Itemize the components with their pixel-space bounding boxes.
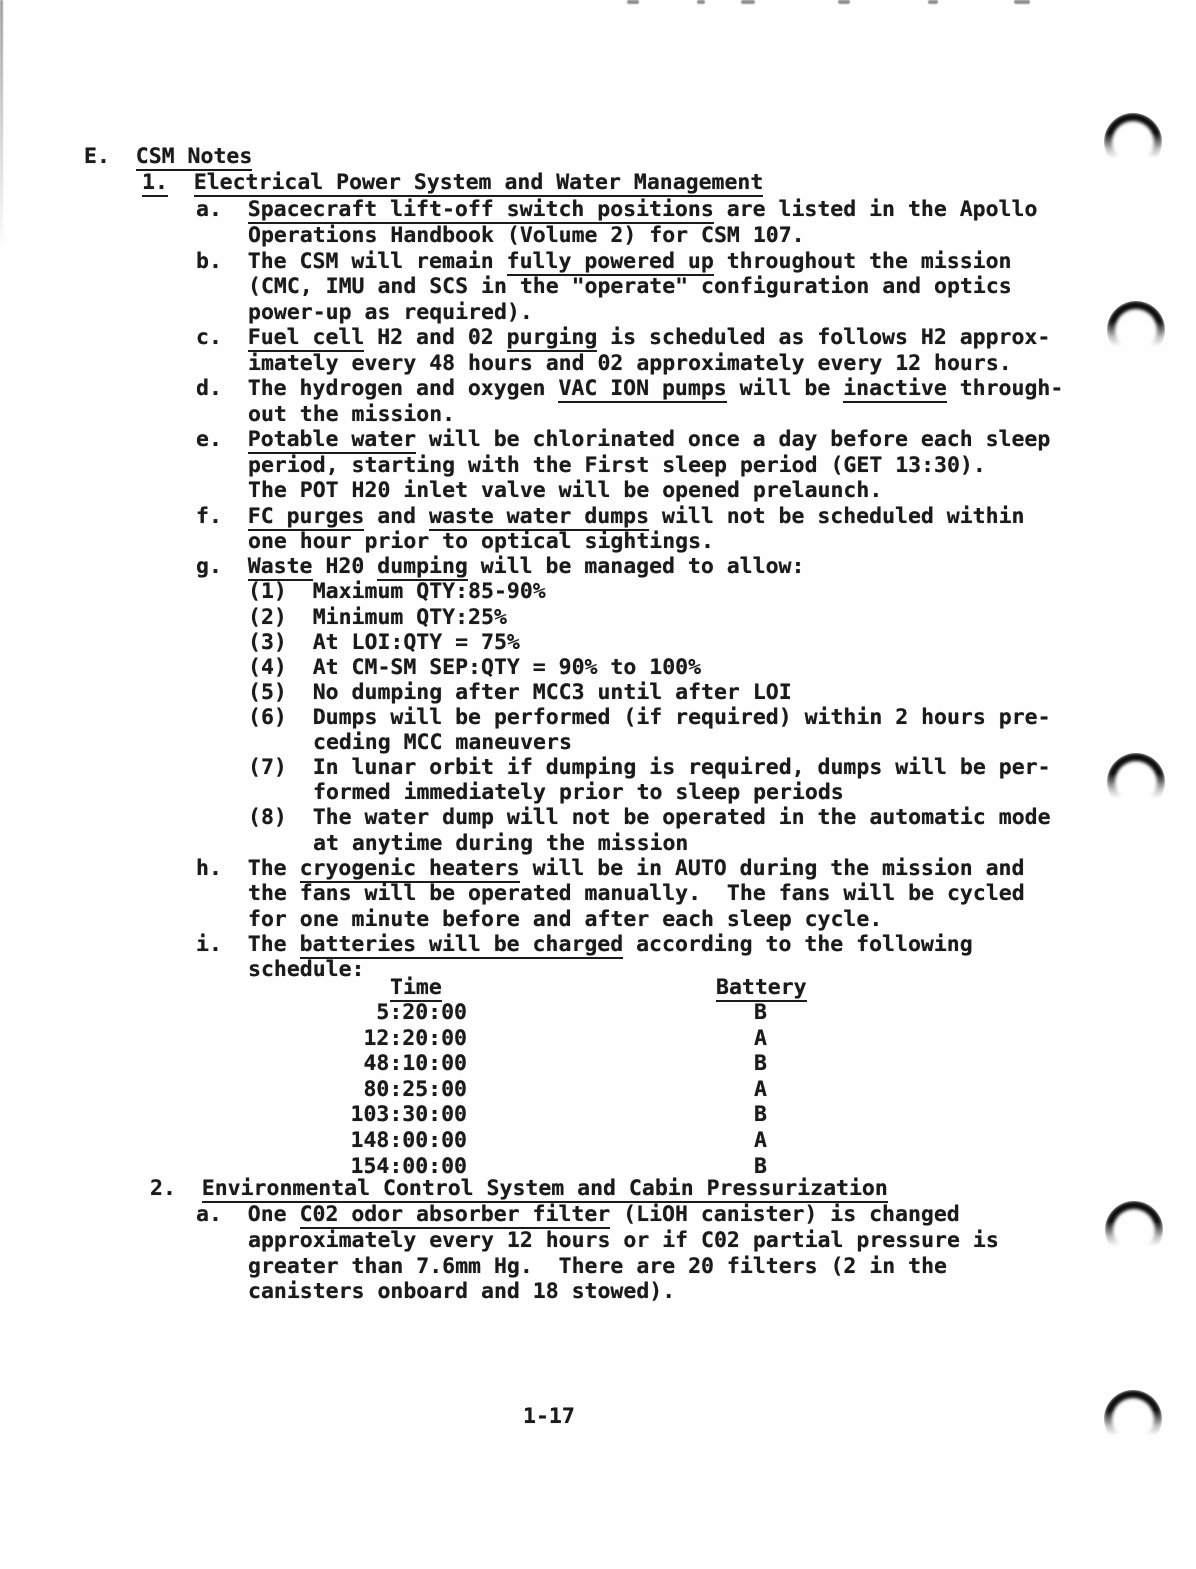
text: will be managed to allow:	[467, 554, 805, 579]
text: h. The	[196, 856, 300, 881]
battery-row-battery: B	[754, 1000, 767, 1025]
text: power-up as required).	[248, 300, 533, 325]
item-g-3	[248, 630, 520, 655]
text: E.	[84, 144, 136, 169]
binder-hole-shadow	[1104, 1390, 1162, 1448]
item-g-8	[248, 805, 1051, 830]
item-g-8-cont	[313, 831, 688, 856]
item-h-cont	[248, 881, 1025, 906]
text: according to the following	[623, 932, 973, 957]
subsection-1-heading	[142, 170, 763, 195]
item-i-cont	[248, 957, 365, 982]
text: schedule:	[248, 957, 365, 982]
battery-row-time: 12:20:00	[363, 1026, 467, 1051]
text: g.	[196, 554, 248, 579]
battery-row-time: 5:20:00	[376, 1000, 467, 1025]
text: 2.	[150, 1176, 202, 1201]
item-g-2	[248, 605, 507, 630]
text: imately every 48 hours and 02 approximately every 12 hours.	[248, 351, 1012, 376]
scan-artifact	[741, 0, 755, 4]
item-f-cont	[248, 529, 714, 554]
text: will be chlorinated once a day before each sleep	[416, 427, 1051, 452]
battery-row-battery: A	[754, 1026, 767, 1051]
battery-row-battery: A	[754, 1128, 767, 1153]
text: (6) Dumps will be performed (if required) within 2 hours pre-	[248, 705, 1051, 730]
text: is scheduled as follows H2 approx-	[597, 325, 1051, 350]
text: (3) At LOI:QTY = 75%	[248, 630, 520, 655]
item-f	[196, 504, 1024, 529]
underlined-text: inactive	[843, 376, 947, 401]
text: and	[364, 504, 430, 529]
scan-edge-artifact	[0, 0, 3, 250]
battery-row-time: 154:00:00	[350, 1154, 467, 1179]
underlined-text: Potable water	[247, 427, 417, 452]
item-b-cont	[248, 274, 1012, 299]
item-d-cont	[248, 402, 455, 427]
underlined-text: purging	[506, 325, 598, 350]
scan-artifact	[627, 0, 639, 4]
text	[168, 170, 194, 195]
battery-row-time: 48:10:00	[363, 1051, 467, 1076]
text: are listed in the Apollo	[713, 197, 1038, 222]
underlined-text: fully powered up	[506, 249, 714, 274]
item-g-4	[248, 655, 701, 680]
scan-artifact	[928, 0, 938, 4]
battery-row-battery: B	[754, 1102, 767, 1127]
column-header-battery: Battery	[716, 975, 807, 1000]
text: (CMC, IMU and SCS in the "operate" configuration and optics	[248, 274, 1012, 299]
battery-row-time: 103:30:00	[350, 1102, 467, 1127]
text: will not be scheduled within	[649, 504, 1025, 529]
text: c.	[196, 325, 248, 350]
text: (4) At CM-SM SEP:QTY = 90% to 100%	[248, 655, 702, 680]
item-g	[196, 554, 804, 579]
battery-row-battery: B	[754, 1051, 767, 1076]
item-e	[196, 427, 1050, 452]
item-i	[196, 932, 973, 957]
battery-row-time: 148:00:00	[350, 1128, 467, 1153]
page-number: 1-17	[523, 1404, 575, 1429]
text: The POT H20 inlet valve will be opened prelaunch.	[248, 478, 883, 503]
item-e-cont	[248, 478, 882, 503]
text: b. The CSM will remain	[196, 249, 507, 274]
scan-artifact	[838, 0, 850, 4]
text: canisters onboard and 18 stowed).	[248, 1279, 676, 1304]
underlined-text: CSM Notes	[135, 144, 253, 169]
item-g-6-cont	[313, 730, 572, 755]
text: a.	[196, 197, 248, 222]
item-b	[196, 249, 1012, 274]
text: formed immediately prior to sleep periods	[313, 780, 844, 805]
item-b-cont	[248, 300, 533, 325]
text: approximately every 12 hours or if C02 partial pressure is	[248, 1228, 999, 1253]
subsection-2-heading	[150, 1176, 888, 1201]
text: d. The hydrogen and oxygen	[196, 376, 559, 401]
underlined-text: Environmental Control System and Cabin Pressurization	[201, 1176, 888, 1201]
item-h-cont	[248, 907, 882, 932]
underlined-text: batteries will be charged	[299, 932, 624, 957]
text: i. The	[196, 932, 300, 957]
text: (1) Maximum QTY:85-90%	[248, 579, 546, 604]
underlined-text: dumping	[377, 554, 468, 579]
item-g-7	[248, 755, 1051, 780]
item-d	[196, 376, 1063, 401]
text: (8) The water dump will not be operated in the automatic mode	[248, 805, 1051, 830]
text: H2 and 02	[364, 325, 507, 350]
item-h	[196, 856, 1024, 881]
underlined-text: FC purges	[247, 504, 365, 529]
battery-row-time: 80:25:00	[363, 1077, 467, 1102]
text: a. One	[196, 1202, 300, 1227]
text: for one minute before and after each sleep cycle.	[248, 907, 883, 932]
text: period, starting with the First sleep period (GET 13:30).	[248, 453, 986, 478]
underlined-text: Fuel cell	[247, 325, 365, 350]
binder-hole-shadow	[1104, 113, 1162, 171]
binder-hole-shadow	[1107, 753, 1165, 811]
underlined-text: 1.	[142, 170, 168, 195]
text: ceding MCC maneuvers	[313, 730, 572, 755]
underlined-text: waste water dumps	[429, 504, 650, 529]
battery-row-battery: B	[754, 1154, 767, 1179]
item-c-cont	[248, 351, 1012, 376]
underlined-text: Waste	[247, 554, 313, 579]
item-g-7-cont	[313, 780, 844, 805]
text: at anytime during the mission	[313, 831, 689, 856]
text: greater than 7.6mm Hg. There are 20 filters (2 in the	[248, 1254, 947, 1279]
underlined-text: Electrical Power System and Water Management	[193, 170, 764, 195]
item-2a-cont	[248, 1279, 675, 1304]
text: (7) In lunar orbit if dumping is required, dumps will be per-	[248, 755, 1051, 780]
binder-hole-shadow	[1105, 1201, 1163, 1259]
text: will be	[726, 376, 844, 401]
binder-hole-shadow	[1107, 301, 1165, 359]
underlined-text: C02 odor absorber filter	[299, 1202, 611, 1227]
item-2a	[196, 1202, 960, 1227]
scan-artifact	[697, 0, 705, 4]
item-e-cont	[248, 453, 986, 478]
text: (5) No dumping after MCC3 until after LOI	[248, 680, 792, 705]
text: out the mission.	[248, 402, 456, 427]
item-g-5	[248, 680, 792, 705]
underlined-text: VAC ION pumps	[558, 376, 727, 401]
text: one hour prior to optical sightings.	[248, 529, 714, 554]
text: H20	[312, 554, 378, 579]
item-2a-cont	[248, 1254, 947, 1279]
battery-row-battery: A	[754, 1077, 767, 1102]
underlined-text: Spacecraft lift-off switch positions	[247, 197, 714, 222]
underlined-text: cryogenic heaters	[299, 856, 520, 881]
item-a-cont	[248, 223, 805, 248]
text: Operations Handbook (Volume 2) for CSM 107.	[248, 223, 805, 248]
text: (2) Minimum QTY:25%	[248, 605, 507, 630]
section-e-heading	[84, 144, 252, 169]
text: will be in AUTO during the mission and	[519, 856, 1025, 881]
scan-artifact	[1014, 0, 1030, 4]
text: throughout the mission	[713, 249, 1012, 274]
text: (LiOH canister) is changed	[610, 1202, 960, 1227]
text: the fans will be operated manually. The fans will be cycled	[248, 881, 1025, 906]
item-g-1	[248, 579, 546, 604]
item-g-6	[248, 705, 1051, 730]
item-c	[196, 325, 1050, 350]
text: e.	[196, 427, 248, 452]
text: f.	[196, 504, 248, 529]
text: through-	[946, 376, 1064, 401]
column-header-time: Time	[390, 975, 442, 1000]
item-a	[196, 197, 1037, 222]
item-2a-cont	[248, 1228, 999, 1253]
